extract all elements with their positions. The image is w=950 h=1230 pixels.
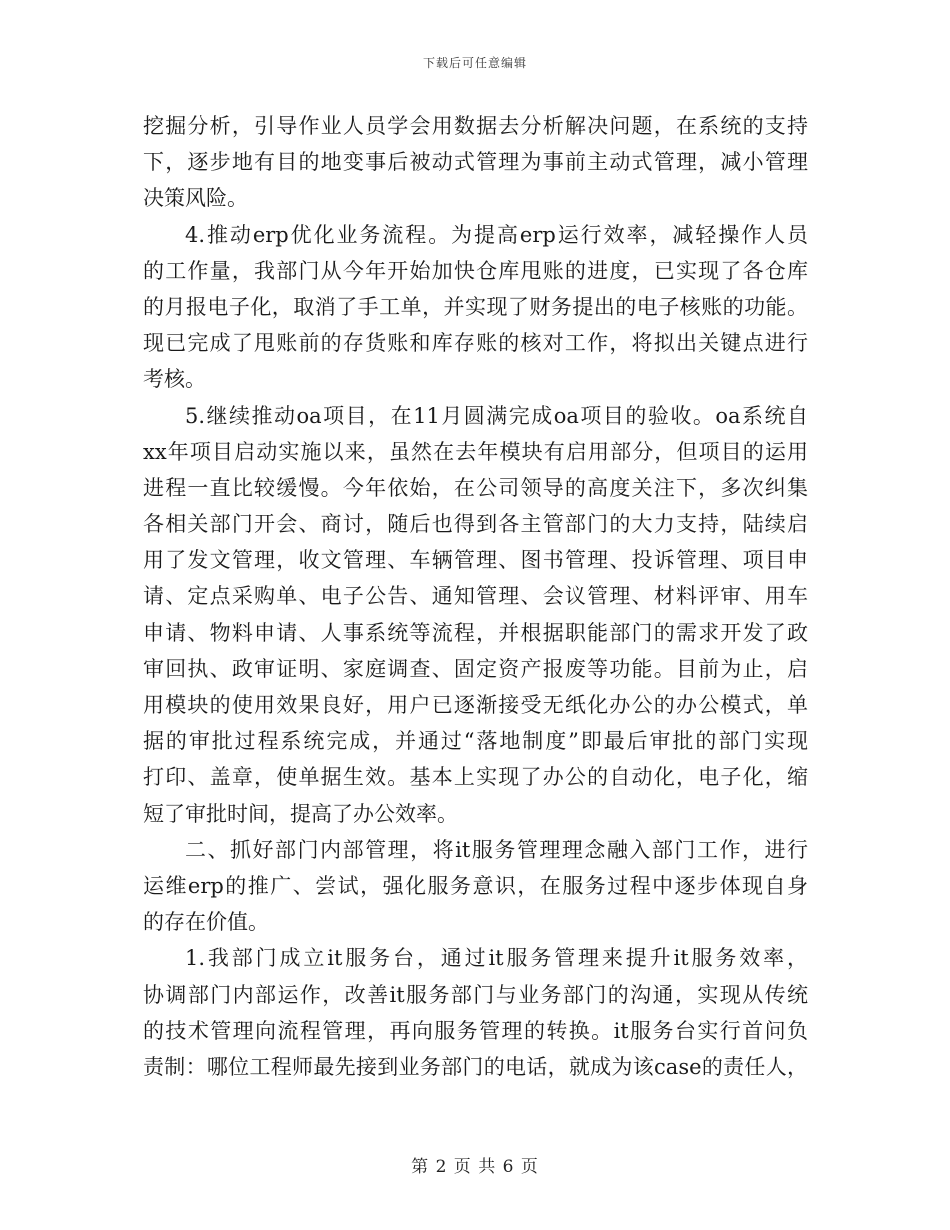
document-body — [143, 108, 808, 1085]
text-line: 审回执、政审证明、家庭调查、固定资产报废等功能。目前为止，启 — [143, 656, 808, 681]
page-header: 下载后可任意编辑 — [422, 56, 527, 70]
text-line: 各相关部门开会、商讨，随后也得到各主管部门的大力支持，陆续启 — [143, 512, 808, 537]
text-line: 二、抓好部门内部管理，将it服务管理理念融入部门工作，进行 — [185, 837, 808, 862]
text-line: 用了发文管理，收文管理、车辆管理、图书管理、投诉管理、项目申 — [143, 548, 808, 573]
text-line: 进程一直比较缓慢。今年依始，在公司领导的高度关注下，多次纠集 — [143, 475, 808, 500]
text-line: 的月报电子化，取消了手工单，并实现了财务提出的电子核账的功能。 — [143, 294, 808, 319]
text-line: 4.推动erp优化业务流程。为提高erp运行效率，减轻操作人员 — [185, 222, 808, 247]
text-line: 协调部门内部运作，改善it服务部门与业务部门的沟通，实现从传统 — [143, 982, 808, 1007]
text-line: 打印、盖章，使单据生效。基本上实现了办公的自动化，电子化，缩 — [143, 765, 808, 790]
text-line: 1.我部门成立it服务台，通过it服务管理来提升it服务效率， — [185, 946, 808, 971]
text-line: 5.继续推动oa项目，在11月圆满完成oa项目的验收。oa系统自 — [185, 403, 808, 428]
text-line: 挖掘分析，引导作业人员学会用数据去分析解决问题，在系统的支持 — [143, 114, 808, 138]
text-line: 短了审批时间，提高了办公效率。 — [143, 801, 458, 826]
text-line: 的存在价值。 — [143, 910, 269, 935]
text-line: 用模块的使用效果良好，用户已逐渐接受无纸化办公的办公模式，单 — [143, 693, 808, 717]
text-line: 考核。 — [143, 367, 206, 392]
text-line: 申请、物料申请、人事系统等流程，并根据职能部门的需求开发了政 — [143, 620, 808, 645]
text-line: 据的审批过程系统完成，并通过“落地制度”即最后审批的部门实现 — [143, 729, 808, 754]
text-line: 的工作量，我部门从今年开始加快仓库甩账的进度，已实现了各仓库 — [143, 258, 808, 283]
text-line: 现已完成了甩账前的存货账和库存账的核对工作，将拟出关键点进行 — [143, 331, 808, 356]
page-number-footer: 第 2 页 共 6 页 — [411, 1157, 539, 1177]
text-line: 的技术管理向流程管理，再向服务管理的转换。it服务台实行首问负 — [143, 1018, 808, 1043]
text-line: 运维erp的推广、尝试，强化服务意识，在服务过程中逐步体现自身 — [143, 873, 808, 898]
text-line: 决策风险。 — [143, 186, 248, 211]
text-line: 请、定点采购单、电子公告、通知管理、会议管理、材料评审、用车 — [143, 584, 808, 609]
text-line: xx年项目启动实施以来，虽然在去年模块有启用部分，但项目的运用 — [143, 439, 808, 464]
text-line: 下，逐步地有目的地变事后被动式管理为事前主动式管理，减小管理 — [143, 150, 808, 175]
text-line: 责制：哪位工程师最先接到业务部门的电话，就成为该case的责任人， — [143, 1054, 808, 1079]
